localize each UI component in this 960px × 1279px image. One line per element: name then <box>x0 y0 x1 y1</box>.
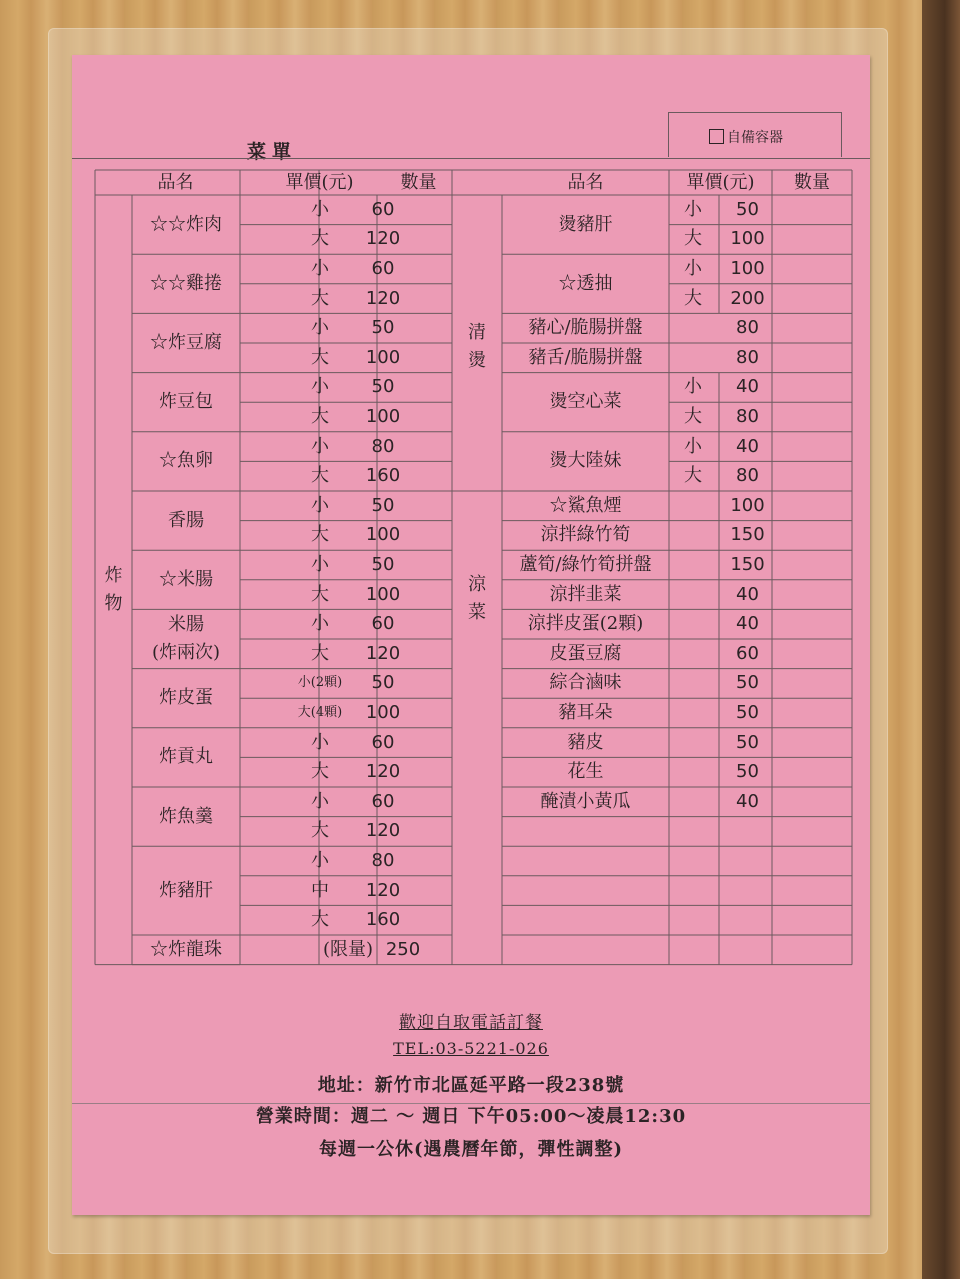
price-value: 80 <box>736 465 759 487</box>
price-value: 40 <box>736 583 759 605</box>
price-value: 50 <box>736 198 759 220</box>
price-value: 50 <box>371 317 395 339</box>
item-name: 米腸 <box>168 614 204 635</box>
right-header-qty: 數量 <box>794 171 830 193</box>
size-label: 大 <box>311 228 329 250</box>
left-header-name: 品名 <box>157 171 194 193</box>
telephone-number[interactable]: TEL:03-5221-026 <box>393 1039 549 1058</box>
size-label: 小 <box>684 376 702 398</box>
price-value: 50 <box>371 494 395 516</box>
price-value: 200 <box>730 287 765 309</box>
size-label: 大 <box>684 465 702 487</box>
price-value: 40 <box>736 613 759 635</box>
self-container-label: 自備容器 <box>727 130 783 146</box>
price-value: 60 <box>371 790 395 812</box>
size-label: 小 <box>311 731 329 753</box>
item-name: 豬心/脆腸拼盤 <box>528 317 643 339</box>
pickup-order-notice: 歡迎自取電話訂餐 <box>399 1013 543 1033</box>
price-value: 120 <box>365 761 401 783</box>
item-name: ☆☆炸肉 <box>150 213 222 235</box>
price-value: 50 <box>371 554 395 575</box>
item-name: 炸皮蛋 <box>159 687 213 709</box>
price-value: 100 <box>365 346 401 368</box>
price-value: 160 <box>365 465 401 487</box>
category-fried: 炸 物 <box>104 564 123 614</box>
business-hours: 營業時間：週二 ～ 週日 下午05:00～凌晨12:30 <box>255 1106 687 1127</box>
size-label: 大 <box>684 228 702 250</box>
size-label: 中 <box>311 879 329 901</box>
size-label: 大 <box>311 465 329 487</box>
price-value: 60 <box>371 198 395 220</box>
size-label: 大 <box>311 761 329 783</box>
size-label: 大 <box>311 287 329 309</box>
price-value: 80 <box>736 317 759 339</box>
price-value: 60 <box>371 731 395 753</box>
item-name: ☆米腸 <box>159 568 213 590</box>
price-value: 50 <box>371 672 395 694</box>
size-label: 小 <box>311 494 329 516</box>
item-name: 花生 <box>567 761 604 783</box>
menu-title: 菜單 <box>247 141 298 163</box>
item-name-note: (炸兩次) <box>151 642 221 663</box>
item-name: ☆炸龍珠 <box>150 938 222 960</box>
item-name: 炸魚羹 <box>159 805 213 827</box>
price-value: 120 <box>365 228 401 250</box>
price-value: 50 <box>736 761 759 783</box>
item-name: 燙大陸妹 <box>549 450 622 472</box>
closed-day-notice: 每週一公休(遇農曆年節，彈性調整) <box>318 1139 624 1160</box>
size-label: 小 <box>311 198 329 220</box>
price-value: 80 <box>371 435 395 457</box>
item-name: ☆鯊魚煙 <box>549 494 622 516</box>
price-value: 80 <box>736 406 759 427</box>
size-label: 大 <box>311 406 329 427</box>
right-header-price: 單價(元) <box>686 171 755 193</box>
address: 地址：新竹市北區延平路一段238號 <box>317 1075 625 1096</box>
price-value: 60 <box>371 258 395 279</box>
price-value: 100 <box>365 524 401 546</box>
size-label: 大 <box>311 346 329 368</box>
size-label: 小 <box>311 613 329 635</box>
left-header-qty: 數量 <box>400 171 437 193</box>
item-name: 涼拌韭菜 <box>549 583 622 605</box>
price-value: 250 <box>385 938 421 960</box>
price-value: 120 <box>365 287 401 309</box>
price-value: 100 <box>730 494 765 516</box>
price-value: 100 <box>365 702 401 723</box>
price-value: 120 <box>365 642 401 664</box>
size-label: 小 <box>684 198 702 220</box>
left-header-price: 單價(元) <box>285 171 354 193</box>
size-label: 大 <box>311 583 329 605</box>
size-label: (限量) <box>322 938 374 960</box>
size-label: 小 <box>311 435 329 457</box>
size-label: 小 <box>684 435 702 457</box>
item-name: ☆☆雞捲 <box>150 272 222 294</box>
item-name: 蘆筍/綠竹筍拼盤 <box>519 554 652 575</box>
size-label: 大 <box>311 909 329 931</box>
item-name: 炸貢丸 <box>159 746 213 768</box>
size-label: 小 <box>311 258 329 279</box>
price-value: 50 <box>736 731 759 753</box>
right-header-name: 品名 <box>567 171 604 193</box>
size-label: 大 <box>311 820 329 842</box>
item-name: 香腸 <box>168 509 204 531</box>
size-label: 大 <box>684 406 702 427</box>
menu-sheet <box>72 55 870 1215</box>
item-name: ☆魚卵 <box>159 450 213 472</box>
item-name: 燙空心菜 <box>549 391 622 413</box>
price-value: 50 <box>736 702 759 723</box>
size-label: 小 <box>311 850 329 871</box>
size-label: 小 <box>311 376 329 398</box>
item-name: 炸豬肝 <box>159 879 213 901</box>
price-value: 40 <box>736 376 759 398</box>
price-value: 80 <box>736 346 759 368</box>
item-name: 豬皮 <box>567 731 604 753</box>
price-value: 100 <box>730 228 765 250</box>
price-value: 60 <box>736 642 759 664</box>
size-label: 大 <box>311 642 329 664</box>
item-name: 燙豬肝 <box>558 213 613 235</box>
category-blanched: 清 燙 <box>468 322 486 371</box>
price-value: 100 <box>730 258 765 279</box>
price-value: 100 <box>365 406 401 427</box>
item-name: 涼拌綠竹筍 <box>540 524 631 546</box>
price-value: 150 <box>730 554 765 575</box>
size-label: 小 <box>684 258 702 279</box>
size-label: 小(2顆) <box>297 675 343 691</box>
size-label: 小 <box>311 790 329 812</box>
size-label: 小 <box>311 554 329 575</box>
size-label: 大(4顆) <box>297 705 343 720</box>
item-name: ☆透抽 <box>558 272 613 294</box>
price-value: 40 <box>736 790 759 812</box>
tabletop-edge <box>922 0 960 1279</box>
item-name: 綜合滷味 <box>549 672 622 694</box>
price-value: 120 <box>365 820 401 842</box>
item-name: ☆炸豆腐 <box>150 332 222 353</box>
price-value: 80 <box>371 850 395 871</box>
item-name: 皮蛋豆腐 <box>549 642 622 664</box>
item-name: 豬舌/脆腸拼盤 <box>528 346 643 368</box>
price-value: 60 <box>371 613 395 635</box>
price-value: 160 <box>365 909 401 931</box>
price-value: 50 <box>371 376 395 398</box>
item-name: 醃漬小黃瓜 <box>540 790 631 812</box>
size-label: 大 <box>311 524 329 546</box>
price-value: 120 <box>365 879 401 901</box>
item-name: 炸豆包 <box>159 391 213 413</box>
size-label: 小 <box>311 317 329 339</box>
item-name: 豬耳朵 <box>558 702 613 723</box>
size-label: 大 <box>684 287 702 309</box>
price-value: 40 <box>736 435 759 457</box>
price-value: 150 <box>730 524 765 546</box>
price-value: 100 <box>365 583 401 605</box>
category-cold-dishes: 涼 菜 <box>468 573 486 623</box>
price-value: 50 <box>736 672 759 694</box>
item-name: 涼拌皮蛋(2顆) <box>527 613 644 635</box>
